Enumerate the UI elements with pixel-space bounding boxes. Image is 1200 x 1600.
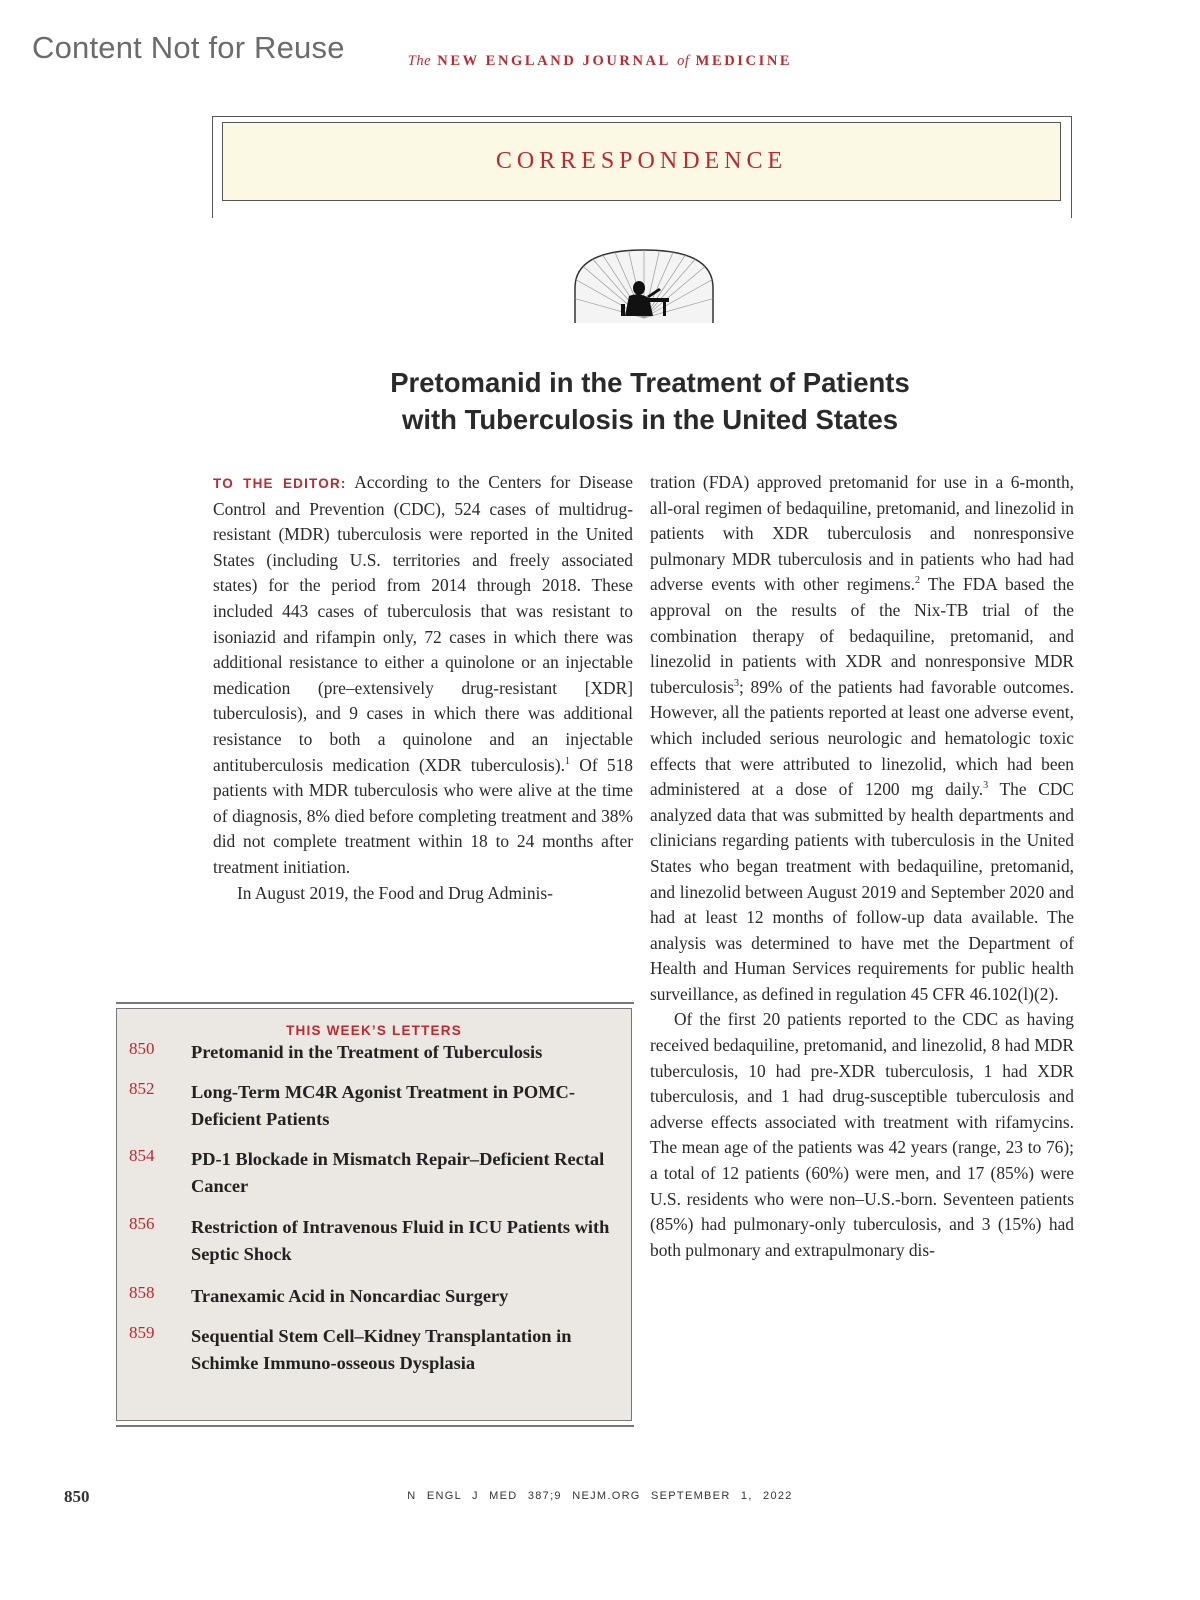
body-text: According to the Centers for Disease Control and Prevention (CDC), 524 cases of multidrug-resistant (MDR) tuberculosis were reported in the United States (including U.S. territories and freely associated states) for the period from 2014 through 2018. These included 443 cases of tuberculosis that was resistant to isoniazid and rifampin only, 72 cases in which there was additional resistance to either a quinolone or an injectable medication (pre–extensively drug-resistant [XDR] tuberculosis), and 9 cases in which there was additional resistance to both a quinolone and an injectable antituberculosis medication (XDR tuberculosis). — [213, 472, 633, 775]
body-paragraph-2-continued — [650, 470, 1074, 1007]
section-banner — [222, 122, 1061, 201]
journal-header — [0, 53, 1200, 70]
to-the-editor-lead: TO THE EDITOR: — [213, 476, 347, 491]
reference-marker: 2 — [914, 575, 920, 587]
body-paragraph-1 — [213, 470, 633, 881]
letter-page-number: 858 — [129, 1283, 155, 1302]
body-text: Of 518 patients with MDR tuberculosis who were alive at the time of diagnosis, 8% died before completing treatment and 38% did not complete treatment within 18 to 24 months after treatment initiation. — [213, 754, 633, 877]
body-text: The FDA based the approval on the results of the Nix-TB trial of the combination therapy of bedaquiline, pretomanid, and linezolid in patients with XDR and nonresponsive MDR tuberculosis — [650, 574, 1074, 697]
journal-name-part1: NEW ENGLAND JOURNAL — [437, 53, 671, 69]
reference-marker: 3 — [983, 780, 989, 792]
scribe-emblem-icon — [573, 248, 715, 323]
page-number: 850 — [64, 1487, 90, 1506]
article-title-line2: with Tuberculosis in the United States — [401, 404, 899, 435]
footer-citation: N ENGL J MED 387;9 NEJM.ORG SEPTEMBER 1, 2022 — [407, 1490, 793, 1502]
letter-title: Tranexamic Acid in Noncardiac Surgery — [191, 1286, 509, 1306]
letter-title: PD-1 Blockade in Mismatch Repair–Deficient Rectal Cancer — [191, 1149, 605, 1196]
watermark: Content Not for Reuse — [32, 30, 345, 65]
this-weeks-letters-box — [116, 1008, 632, 1421]
journal-of: of — [677, 53, 690, 69]
body-column-right — [650, 470, 1074, 1263]
journal-name-part2: MEDICINE — [695, 53, 793, 69]
body-text: The CDC analyzed data that was submitted by health departments and clinicians regarding patients with tuberculosis in the United States who began treatment with bedaquiline, pretomanid, and linezolid between August 2019 and September 2020 and had at least 12 months of follow-up data available. The analysis was determined to have met the Department of Health and Human Services requirements for public health surveillance, as defined in regulation 45 CFR 46.102(l)(2). — [650, 779, 1074, 1004]
letters-top-rule — [116, 1002, 634, 1004]
article-title — [200, 364, 1100, 438]
letter-page-number: 859 — [129, 1323, 155, 1342]
letter-title: Long-Term MC4R Agonist Treatment in POMC-Deficient Patients — [191, 1082, 575, 1129]
body-text: ; 89% of the patients had favorable outcomes. However, all the patients reported at least one adverse event, which included serious neurologic and hematologic toxic effects that were attributed to linezolid, which had been administered at a dose of 1200 mg daily. — [650, 676, 1074, 800]
reference-marker: 3 — [734, 677, 740, 689]
body-paragraph-2-start: In August 2019, the Food and Drug Adminis- — [237, 882, 553, 903]
journal-the: The — [407, 53, 432, 69]
letter-page-number: 850 — [129, 1039, 155, 1058]
letter-page-number: 852 — [129, 1079, 155, 1098]
body-paragraph-3: Of the first 20 patients reported to the CDC as having received bedaquiline, pretomanid, and linezolid, 8 had MDR tuberculosis, 10 had pre-XDR tuberculosis, 1 had XDR tuberculosis, and 1 had drug-susceptible tuberculosis and adverse effects associated with treatment with rifamycins. The mean age of the patients was 42 years (range, 23 to 76); a total of 12 patients (60%) were men, and 17 (85%) were U.S. residents who were non–U.S.-born. Seventeen patients (85%) had pulmonary-only tuberculosis, and 3 (15%) had both pulmonary and extrapulmonary dis- — [650, 1009, 1074, 1260]
letter-title: Sequential Stem Cell–Kidney Transplantation in Schimke Immuno-osseous Dysplasia — [191, 1326, 572, 1373]
body-text: tration (FDA) approved pretomanid for use in a 6-month, all-oral regimen of bedaquiline, pretomanid, and linezolid in patients with XDR tuberculosis and nonresponsive pulmonary MDR tuberculosis and in patients who had had adverse events with other regimens. — [650, 472, 1074, 595]
letter-title: Restriction of Intravenous Fluid in ICU Patients with Septic Shock — [191, 1217, 610, 1264]
article-title-line1: Pretomanid in the Treatment of Patients — [390, 367, 910, 398]
body-column-left — [213, 470, 633, 906]
letters-bottom-rule — [116, 1425, 634, 1427]
reference-marker: 1 — [564, 755, 570, 767]
letters-heading: THIS WEEK’S LETTERS — [286, 1023, 462, 1038]
letter-page-number: 854 — [129, 1146, 155, 1165]
section-label: CORRESPONDENCE — [495, 148, 788, 174]
letter-title: Pretomanid in the Treatment of Tuberculosis — [191, 1042, 543, 1062]
letter-page-number: 856 — [129, 1214, 155, 1233]
